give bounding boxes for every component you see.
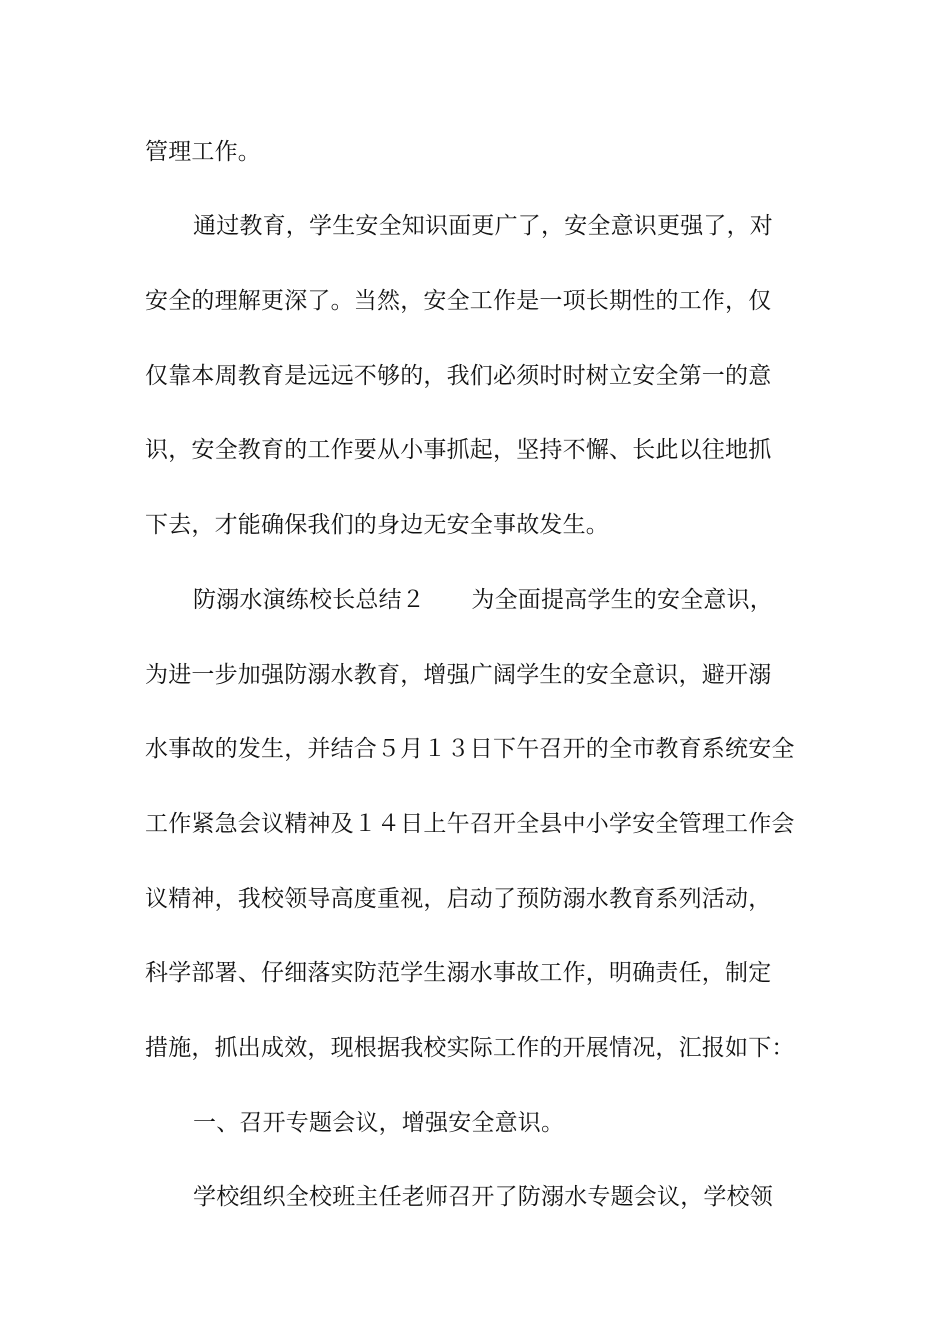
paragraph-first-line: 学校组织全校班主任老师召开了防溺水专题会议，学校领 xyxy=(193,1184,773,1210)
text-line: 下去，才能确保我们的身边无安全事故发生。 xyxy=(145,512,609,538)
text-line: 议精神，我校领导高度重视，启动了预防溺水教育系列活动， xyxy=(145,886,772,912)
paragraph-first-line: 通过教育，学生安全知识面更广了，安全意识更强了，对 xyxy=(193,213,773,239)
section-heading-line: 防溺水演练校长总结２ 为全面提高学生的安全意识， xyxy=(193,587,773,613)
text-line: 工作紧急会议精神及１４日上午召开全县中小学安全管理工作会 xyxy=(145,811,795,837)
text-line: 安全的理解更深了。当然，安全工作是一项长期性的工作，仅 xyxy=(145,288,772,314)
text-line: 仅靠本周教育是远远不够的，我们必须时时树立安全第一的意 xyxy=(145,363,772,389)
text-line: 管理工作。 xyxy=(145,139,261,165)
subheading-line: 一、召开专题会议，增强安全意识。 xyxy=(193,1110,565,1136)
text-line: 识，安全教育的工作要从小事抓起，坚持不懈、长此以往地抓 xyxy=(145,437,772,463)
text-line: 水事故的发生，并结合５月１３日下午召开的全市教育系统安全 xyxy=(145,736,795,762)
text-line: 为进一步加强防溺水教育，增强广阔学生的安全意识，避开溺 xyxy=(145,662,772,688)
text-line: 措施，抓出成效，现根据我校实际工作的开展情况，汇报如下： xyxy=(145,1035,795,1061)
text-line: 科学部署、仔细落实防范学生溺水事故工作，明确责任，制定 xyxy=(145,960,772,986)
